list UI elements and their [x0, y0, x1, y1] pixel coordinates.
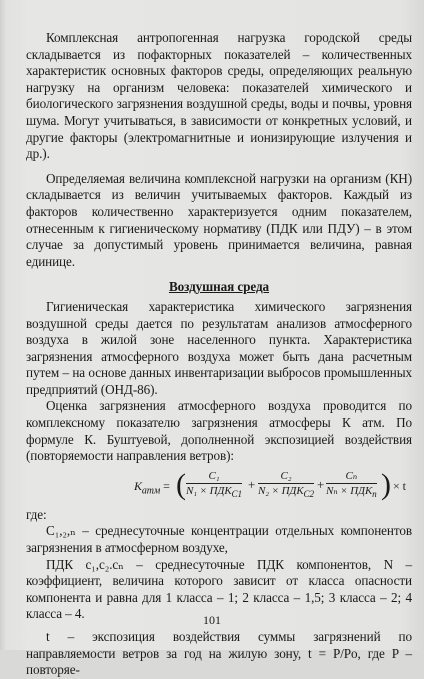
paragraph-4: Оценка загрязнения атмосферного воздуха проводится по комплексному показателю загрязнения атмосферы К атм. По формуле К. Буштуевой, дополненной экспозицией воздействия (повторяемости направления ветров):: [26, 398, 412, 464]
formula-right-paren: ): [381, 467, 391, 501]
paragraph-3: Гигиеническая характеристика химического загрязнения воздушной среды дается по результатам анализов атмосферного воздуха в жилой зоне населенного пункта. Характеристика загрязнения атмосферного воздуха может быть дана расчетным путем – на основе данных инвентаризации выбросов промышленных предприятий (ОНД-86).: [26, 298, 412, 397]
formula-lhs: $K_{атм}$ =: [134, 478, 170, 497]
formula-katm: [26, 469, 412, 503]
paragraph-2: Определяемая величина комплексной нагрузки на организм (КН) складывается из величин учитываемых факторов. Каждый из факторов количественно характеризуется одним показателем, отнесенным к гигиеническому нормативу (ПДК или ПДУ) – в этом случае за допустимый уровень принимается величина, равная единице.: [26, 170, 412, 269]
formula-term-2: C₂ $N_2 \times ПДК_{C2}$: [258, 469, 315, 500]
page-number: 101: [203, 613, 221, 627]
paragraph-1: Комплексная антропогенная нагрузка городской среды складывается из пофакторных показателей – количественных характеристик основных факторов среды, определяющих реальную нагрузку на организм человека: показателей химического и биологического загрязнения воздушной среды, воды и почвы, уровня шума. Могут учитываться, в зависимости от конкретных условий, и другие факторы (электромагнитные и ионизирующие излучения и др.).: [26, 30, 412, 162]
formula-tail: × t: [393, 478, 406, 493]
formula-plus-1: +: [248, 476, 256, 492]
paragraph-6: ПДК c₁,c₂.cₙ – среднесуточные ПДК компонентов, N – коэффициент, величина которого зависит от класса опасности компонента и равна для 1 класса – 1; 2 класса – 1,5; 3 класса – 2; 4 класса – 4.: [26, 556, 412, 622]
formula-left-paren: (: [176, 467, 186, 501]
section-heading: Воздушная среда: [168, 279, 270, 295]
formula-term-1: C₁ $N_1 \times ПДК_{C1}$: [186, 469, 243, 500]
formula-plus-2: +: [317, 476, 325, 492]
paragraph-where: где:: [26, 506, 47, 522]
formula-term-n: Cₙ $N_n \times ПДК_n$: [326, 469, 377, 500]
paragraph-5: C₁,₂,ₙ – среднесуточные концентрации отдельных компонентов загрязнения в атмосферном воздухе,: [26, 523, 412, 556]
page-text-column: [26, 30, 412, 679]
paragraph-7: t – экспозиция воздействия суммы загрязнений по направляемости ветров за год на жилую зону, t = P/Po, где P – повторяе-: [26, 629, 412, 678]
